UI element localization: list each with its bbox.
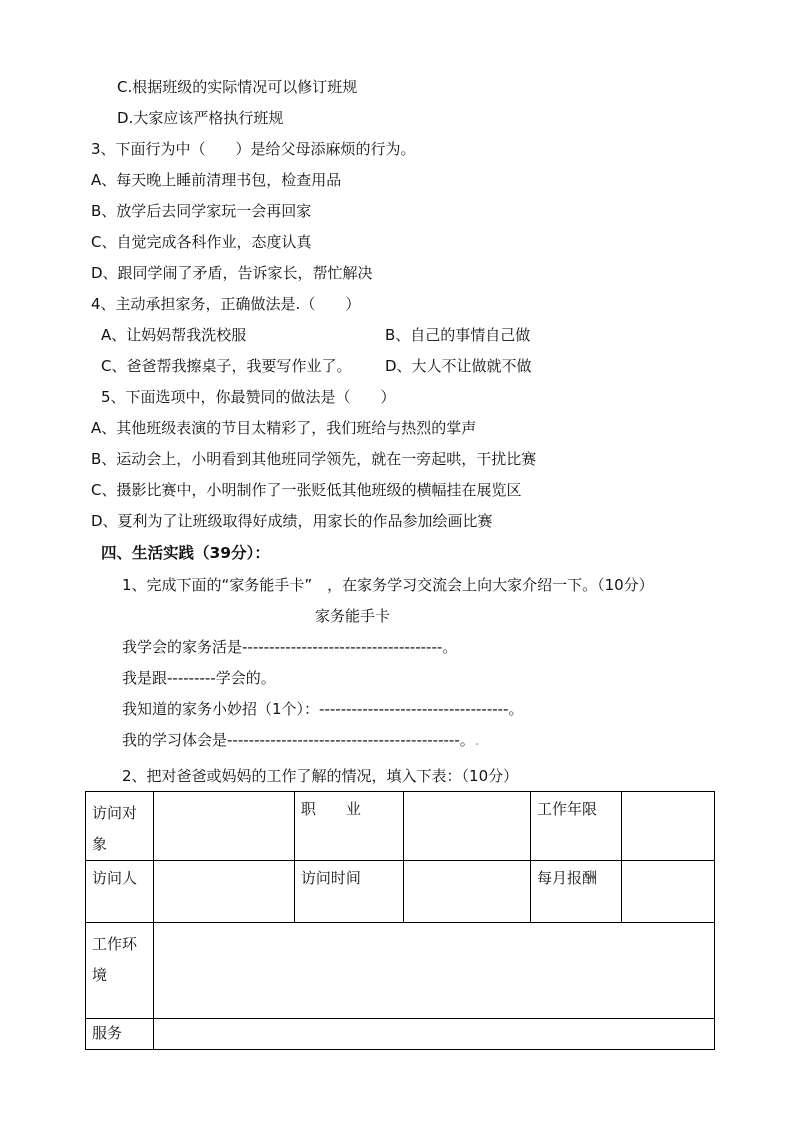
card-line-reflection bbox=[122, 730, 480, 750]
work-info-table bbox=[85, 791, 715, 1050]
section4-heading: 四、生活实践（39分）： bbox=[101, 544, 270, 562]
reflection-text: 我的学习体会是-------------------------------------------。 bbox=[122, 731, 475, 749]
visit-time-cell[interactable] bbox=[403, 861, 530, 923]
q3-option-b: B、放学后去同学家玩一会再回家 bbox=[91, 202, 312, 220]
q5-stem: 5、下面选项中，你最赞同的做法是（ ） bbox=[101, 388, 396, 406]
q3-option-d: D、跟同学闹了矛盾，告诉家长，帮忙解决 bbox=[91, 264, 373, 282]
card-title: 家务能手卡 bbox=[315, 607, 391, 625]
p2-stem: 2、把对爸爸或妈妈的工作了解的情况，填入下表：（10分） bbox=[122, 767, 519, 785]
q4-option-a: A、让妈妈帮我洗校服 bbox=[101, 326, 247, 344]
service-label: 服务 bbox=[86, 1019, 154, 1050]
q4-option-c: C、爸爸帮我擦桌子，我要写作业了。 bbox=[101, 357, 352, 375]
work-years-label: 工作年限 bbox=[531, 792, 622, 861]
monthly-pay-label: 每月报酬 bbox=[531, 861, 622, 923]
stray-mark: . bbox=[474, 731, 480, 749]
q2-option-d: D.大家应该严格执行班规 bbox=[117, 109, 284, 127]
environment-label: 工作环境 bbox=[86, 923, 154, 1019]
visit-time-label: 访问时间 bbox=[294, 861, 403, 923]
q3-option-c: C、自觉完成各科作业，态度认真 bbox=[91, 233, 312, 251]
visit-target-label: 访问对象 bbox=[86, 792, 154, 861]
occupation-cell[interactable] bbox=[403, 792, 530, 861]
environment-cell[interactable] bbox=[154, 923, 715, 1019]
q4-option-d: D、大人不让做就不做 bbox=[385, 357, 532, 375]
work-years-cell[interactable] bbox=[621, 792, 714, 861]
card-line-tip: 我知道的家务小妙招（1个）：-----------------------------------。 bbox=[122, 700, 524, 718]
occupation-label: 职 业 bbox=[294, 792, 403, 861]
q4-option-b: B、自己的事情自己做 bbox=[385, 326, 531, 344]
p1-stem: 1、完成下面的“家务能手卡” ，在家务学习交流会上向大家介绍一下。（10分） bbox=[122, 576, 654, 594]
service-cell[interactable] bbox=[154, 1019, 715, 1050]
q5-option-d: D、夏利为了让班级取得好成绩，用家长的作品参加绘画比赛 bbox=[91, 512, 493, 530]
q2-option-c: C.根据班级的实际情况可以修订班规 bbox=[117, 78, 358, 96]
q5-option-b: B、运动会上，小明看到其他班同学领先，就在一旁起哄，干扰比赛 bbox=[91, 450, 537, 468]
visitor-cell[interactable] bbox=[154, 861, 295, 923]
card-line-teacher: 我是跟---------学会的。 bbox=[122, 669, 276, 687]
q4-stem: 4、主动承担家务，正确做法是.（ ） bbox=[91, 295, 361, 313]
q5-option-a: A、其他班级表演的节目太精彩了，我们班给与热烈的掌声 bbox=[91, 419, 477, 437]
q5-option-c: C、摄影比赛中，小明制作了一张贬低其他班级的横幅挂在展览区 bbox=[91, 481, 522, 499]
visitor-label: 访问人 bbox=[86, 861, 154, 923]
q3-stem: 3、下面行为中（ ）是给父母添麻烦的行为。 bbox=[91, 140, 416, 158]
card-line-chores: 我学会的家务活是-------------------------------------。 bbox=[122, 638, 458, 656]
q3-option-a: A、每天晚上睡前清理书包，检查用品 bbox=[91, 171, 342, 189]
monthly-pay-cell[interactable] bbox=[621, 861, 714, 923]
visit-target-cell[interactable] bbox=[154, 792, 295, 861]
